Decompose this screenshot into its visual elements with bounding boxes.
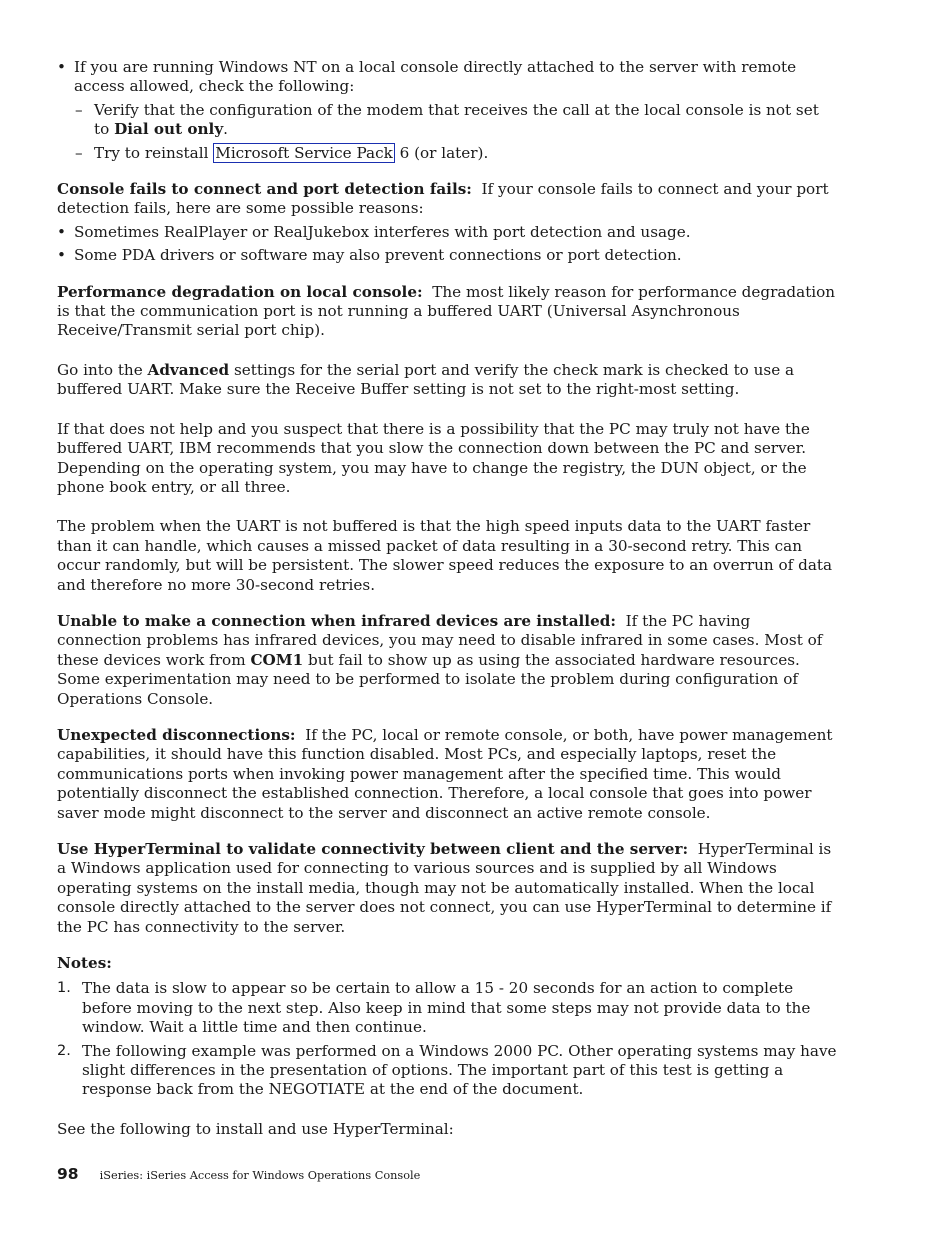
bullet-item-windows-nt <box>57 58 837 97</box>
paragraph-hyperterminal <box>57 840 837 937</box>
notes-heading-text: Notes: <box>57 954 112 973</box>
bullet-text: If you are running Windows NT on a local console directly attached to the server with remote access allowed, check the following: <box>74 58 797 96</box>
note-item-2 <box>57 1042 837 1100</box>
page-footer <box>57 1164 420 1183</box>
sub-item-service-pack <box>57 144 837 163</box>
paragraph-advanced-settings <box>57 361 837 400</box>
paragraph-text: HyperTerminal is a Windows application used for connecting to various sources and is supplied by all Windows operating systems on the install media, though may not be automatically installed. When the local console directly attached to the server does not connect, you can use HyperTerminal to determine if the PC has connectivity to the server. <box>57 840 832 936</box>
bullet-mark: • <box>57 246 66 265</box>
bold-term: Advanced <box>147 360 230 379</box>
paragraph-text: If the PC, local or remote console, or both, have power management capabilities, it should have this function disabled. Most PCs, and especially laptops, reset the communications ports when invoking power management after the specified time. This would potentially disconnect the established connection. Therefore, a local console that goes into power saver mode might disconnect to the server and disconnect an active remote console. <box>57 725 833 822</box>
sub-item-text-end: . <box>223 120 228 139</box>
sub-item-modem <box>57 101 837 140</box>
paragraph-text: If your console fails to connect and your port detection fails, here are some possible reasons: <box>57 180 829 218</box>
paragraph-infrared <box>57 612 837 709</box>
note-number: 1. <box>57 980 71 997</box>
paragraph-text-end: settings for the serial port and verify the check mark is checked to use a buffered UART. Make sure the Receive Buffer setting is not set to the right-most setting. <box>57 360 795 399</box>
page-number: 98 <box>57 1165 79 1183</box>
paragraph-text-end: but fail to show up as using the associated hardware resources. Some experimentation may need to be performed to isolate the problem during configuration of Operations Console. <box>57 650 800 708</box>
service-pack-link[interactable]: Microsoft Service Pack <box>215 143 393 162</box>
paragraph-performance <box>57 283 837 341</box>
sub-item-text-end: 6 (or later). <box>394 143 489 162</box>
sub-item-bold: Dial out only <box>114 120 224 139</box>
bold-term: COM1 <box>250 650 304 669</box>
sub-item-text: Verify that the configuration of the modem that receives the call at the local console is not set to <box>94 100 819 139</box>
bullet-item-pda <box>57 246 837 265</box>
paragraph-text: The most likely reason for performance degradation is that the communication port is not running a buffered UART (Universal Asynchronous Receive/Transmit serial port chip). <box>57 282 836 340</box>
paragraph-uart-buffer: The problem when the UART is not buffered is that the high speed inputs data to the UART faster than it can handle, which causes a missed packet of data resulting in a 30-second retry. This can occur randomly, but will be persistent. The slower speed reduces the exposure to an overrun of data and therefore no more 30-second retries. <box>57 517 833 594</box>
section-heading: Performance degradation on local console: <box>57 282 423 301</box>
paragraph-closing: See the following to install and use HyperTerminal: <box>57 1119 454 1138</box>
section-heading: Use HyperTerminal to validate connectivity between client and the server: <box>57 840 689 858</box>
bullet-item-realplayer <box>57 223 837 242</box>
dash-mark: – <box>75 100 83 119</box>
paragraph-text: If the PC having connection problems has infrared devices, you may need to disable infrared in some cases. Most of these devices work from <box>57 611 823 669</box>
dash-mark: – <box>75 143 83 162</box>
paragraph-disconnections <box>57 726 837 823</box>
note-text: The following example was performed on a Windows 2000 PC. Other operating systems may have slight differences in the presentation of options. The important part of this test is getting a response back from the NEGOTIATE at the end of the document. <box>82 1041 837 1099</box>
paragraph-text: Go into the <box>57 360 148 379</box>
document-body <box>57 58 837 1139</box>
paragraph-slow-connection: If that does not help and you suspect that there is a possibility that the PC may truly not have the buffered UART, IBM recommends that you slow the connection down between the PC and server. Depending on the operating system, you may have to change the registry, the DUN object, or the phone book entry, or all three. <box>57 419 810 496</box>
footer-title: iSeries: iSeries Access for Windows Operations Console <box>99 1169 421 1182</box>
notes-heading <box>57 954 837 973</box>
note-number: 2. <box>57 1042 71 1059</box>
section-heading: Unable to make a connection when infrared devices are installed: <box>57 611 616 630</box>
paragraph-port-detection <box>57 180 837 219</box>
bullet-mark: • <box>57 222 66 241</box>
bullet-mark: • <box>57 58 66 76</box>
section-heading: Unexpected disconnections: <box>57 725 296 744</box>
note-item-1 <box>57 979 837 1037</box>
bullet-text: Some PDA drivers or software may also prevent connections or port detection. <box>74 246 682 265</box>
sub-item-text: Try to reinstall <box>94 143 214 162</box>
bullet-text: Sometimes RealPlayer or RealJukebox interferes with port detection and usage. <box>74 222 691 241</box>
section-heading: Console fails to connect and port detection fails: <box>57 180 472 199</box>
note-text: The data is slow to appear so be certain to allow a 15 - 20 seconds for an action to complete before moving to the next step. Also keep in mind that some steps may not provide data to the window. Wait a little time and then continue. <box>82 979 811 1037</box>
